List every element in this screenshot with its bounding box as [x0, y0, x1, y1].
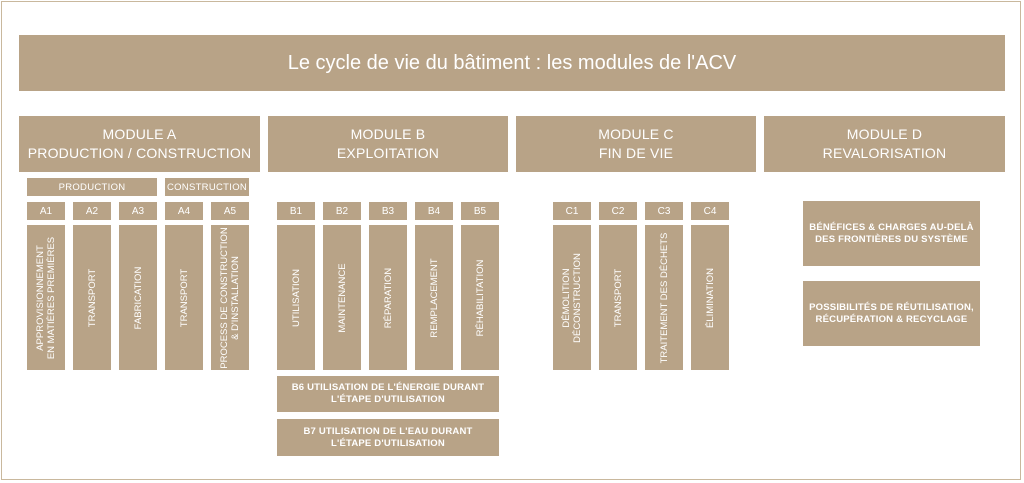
stage-b5-label: RÉHABILITATION: [474, 259, 486, 336]
stage-a1-label-2: EN MATIÈRES PREMIÈRES: [46, 236, 57, 359]
stage-a1-label-1: APPROVISIONNEMENT: [35, 244, 46, 351]
module-b-code: MODULE B: [350, 126, 426, 142]
stage-code-b1: B1: [277, 202, 315, 220]
stage-code-c4: C4: [691, 202, 729, 220]
module-a-name: PRODUCTION / CONSTRUCTION: [27, 145, 252, 161]
stage-code-b4: B4: [415, 202, 453, 220]
stage-code-a2: A2: [73, 202, 111, 220]
module-d-reuse-label-1: POSSIBILITÉS DE RÉUTILISATION,: [809, 301, 974, 313]
module-c-code: MODULE C: [598, 126, 674, 142]
module-d-benefits: [803, 201, 980, 266]
stage-b3: [369, 225, 407, 370]
stage-c3-label: TRAITEMENT DES DÉCHETS: [658, 232, 670, 363]
module-c-name: FIN DE VIE: [598, 145, 674, 161]
stage-code-b5: B5: [461, 202, 499, 220]
stage-code-a3: A3: [119, 202, 157, 220]
stage-c4-label: ÉLIMINATION: [704, 267, 716, 328]
module-a-code: MODULE A: [102, 126, 177, 142]
module-d-name: REVALORISATION: [822, 145, 947, 161]
stage-b5: [461, 225, 499, 370]
stage-code-b3: B3: [369, 202, 407, 220]
stage-b7: [277, 419, 499, 456]
stage-a5: [211, 225, 249, 370]
group-construction: CONSTRUCTION: [165, 178, 249, 196]
stage-b3-label: RÉPARATION: [382, 267, 394, 328]
module-a-header: [19, 116, 260, 172]
module-d-benefits-label-2: DES FRONTIÈRES DU SYSTÈME: [815, 233, 968, 245]
module-d-header: [764, 116, 1005, 172]
module-b-header: [268, 116, 508, 172]
stage-a3-label: FABRICATION: [132, 266, 144, 329]
stage-b4-label: REMPLACEMENT: [428, 257, 440, 338]
module-d-reuse: [803, 281, 980, 346]
stage-c1-label-2: DÉCONSTRUCTION: [572, 252, 583, 343]
stage-code-c1: C1: [553, 202, 591, 220]
module-d-benefits-label-1: BÉNÉFICES & CHARGES AU-DELÀ: [809, 221, 974, 233]
stage-code-a5: A5: [211, 202, 249, 220]
stage-c4: [691, 225, 729, 370]
stage-a5-label-1: PROCESS DE CONSTRUCTION: [219, 226, 230, 369]
stage-b4: [415, 225, 453, 370]
page-title: Le cycle de vie du bâtiment : les modules de l'ACV: [19, 35, 1005, 91]
stage-b6: [277, 376, 499, 412]
module-d-reuse-label-2: RÉCUPÉRATION & RECYCLAGE: [815, 313, 968, 325]
stage-b6-label-2: L'ÉTAPE D'UTILISATION: [331, 394, 445, 405]
module-d-code: MODULE D: [846, 126, 923, 142]
stage-a1: [27, 225, 65, 370]
stage-code-c2: C2: [599, 202, 637, 220]
stage-c1: [553, 225, 591, 370]
stage-c2-label: TRANSPORT: [612, 268, 624, 327]
module-c-header: [516, 116, 756, 172]
stage-b2-label: MAINTENANCE: [336, 262, 348, 333]
stage-a3: [119, 225, 157, 370]
stage-c2: [599, 225, 637, 370]
stage-c1-label-1: DÉMOLITION: [561, 267, 572, 328]
group-production: PRODUCTION: [27, 178, 157, 196]
stage-b6-label-1: B6 UTILISATION DE L'ÉNERGIE DURANT: [291, 382, 485, 393]
stage-b7-label-2: L'ÉTAPE D'UTILISATION: [331, 437, 445, 449]
stage-code-a4: A4: [165, 202, 203, 220]
stage-b1-label: UTILISATION: [290, 268, 302, 327]
stage-c3: [645, 225, 683, 370]
stage-a4-label: TRANSPORT: [178, 268, 190, 327]
stage-b2: [323, 225, 361, 370]
stage-a2-label: TRANSPORT: [86, 268, 98, 327]
stage-code-a1: A1: [27, 202, 65, 220]
stage-a4: [165, 225, 203, 370]
stage-a5-label-2: & D'INSTALLATION: [230, 255, 241, 340]
stage-a2: [73, 225, 111, 370]
stage-code-b2: B2: [323, 202, 361, 220]
module-b-name: EXPLOITATION: [336, 145, 440, 161]
stage-b7-label-1: B7 UTILISATION DE L'EAU DURANT: [303, 425, 473, 437]
stage-b1: [277, 225, 315, 370]
stage-code-c3: C3: [645, 202, 683, 220]
